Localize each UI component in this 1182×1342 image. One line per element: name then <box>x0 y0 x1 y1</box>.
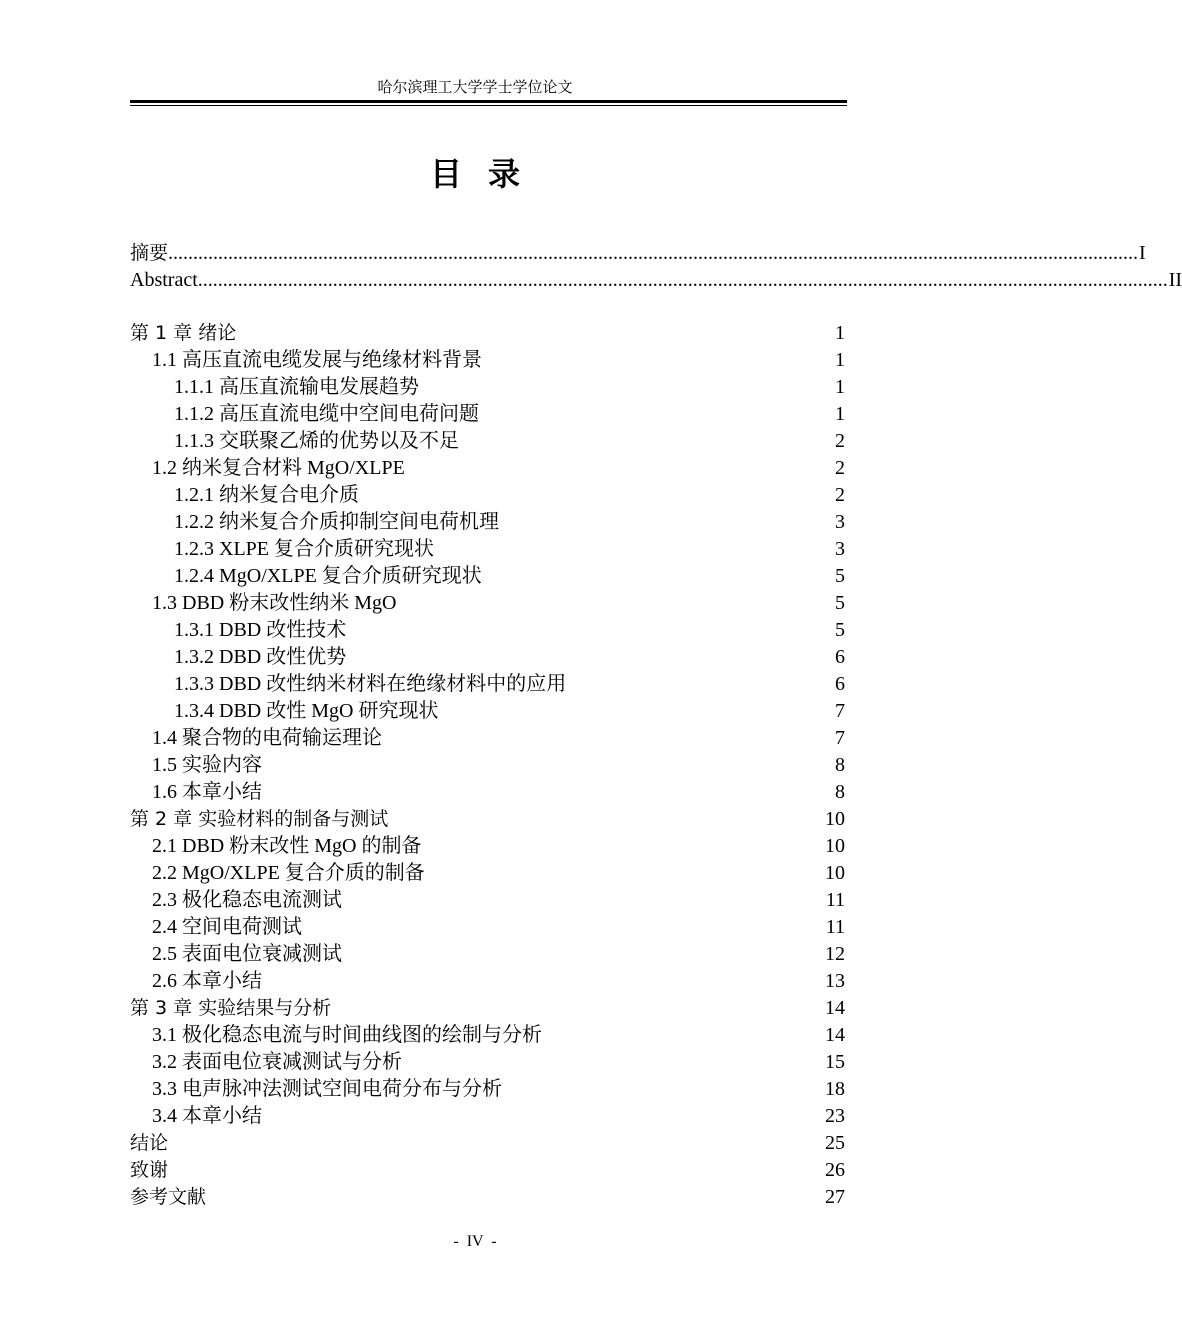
toc-entry-label: 3.3 电声脉冲法测试空间电荷分布与分析 <box>152 1078 502 1100</box>
toc-entry-label: 1.3 DBD 粉末改性纳米 MgO <box>152 592 397 614</box>
header-rule-thick <box>130 100 847 103</box>
toc-entry[interactable] <box>130 644 847 671</box>
toc-entry-abstract-en[interactable] <box>130 267 1182 294</box>
toc-entry[interactable] <box>130 617 847 644</box>
toc-entry-label: 2.4 空间电荷测试 <box>152 916 302 938</box>
toc-entry-page: 8 <box>835 754 845 776</box>
toc-entry-label: 2.3 极化稳态电流测试 <box>152 889 342 911</box>
toc-entry[interactable] <box>130 482 847 509</box>
toc-entry-page: 13 <box>825 970 845 992</box>
toc-entry-page: 5 <box>835 592 845 614</box>
toc-entry-label: 3.1 极化稳态电流与时间曲线图的绘制与分析 <box>152 1024 542 1046</box>
toc-entry-list <box>130 320 847 1211</box>
toc-entry-page: 14 <box>825 997 845 1019</box>
toc-entry[interactable] <box>130 725 847 752</box>
toc-entry-abstract-cn[interactable] <box>130 240 1146 267</box>
toc-entry-page: 1 <box>835 403 845 425</box>
toc-entry-label: 1.3.2 DBD 改性优势 <box>174 646 347 668</box>
toc-entry-page: 8 <box>835 781 845 803</box>
toc-entry[interactable] <box>130 374 847 401</box>
toc-entry-label: 1.3.3 DBD 改性纳米材料在绝缘材料中的应用 <box>174 673 567 695</box>
toc-entry-page: 5 <box>835 565 845 587</box>
toc-entry-page: 1 <box>835 376 845 398</box>
toc-entry-label: 摘要 <box>130 242 169 264</box>
toc-entry[interactable] <box>130 1157 847 1184</box>
toc-entry-label: 3.2 表面电位衰减测试与分析 <box>152 1051 402 1073</box>
toc-entry-page: 2 <box>835 430 845 452</box>
toc-entry-page: 18 <box>825 1078 845 1100</box>
toc-entry[interactable] <box>130 806 847 833</box>
toc-entry-page: 10 <box>825 808 845 830</box>
toc-entry-label: 结论 <box>130 1132 169 1154</box>
toc-entry-page: 3 <box>835 538 845 560</box>
toc-entry-page: 7 <box>835 700 845 722</box>
toc-entry-page: 25 <box>825 1132 845 1154</box>
toc-entry-page: 27 <box>825 1186 845 1208</box>
toc-entry-page: 5 <box>835 619 845 641</box>
toc-entry[interactable] <box>130 1022 847 1049</box>
toc-entry-label: 2.6 本章小结 <box>152 970 262 992</box>
toc-entry-label: 第 3 章 实验结果与分析 <box>130 997 332 1019</box>
toc-entry-page: 14 <box>825 1024 845 1046</box>
toc-entry-label: 1.1.1 高压直流输电发展趋势 <box>174 376 419 398</box>
toc-entry-label: 3.4 本章小结 <box>152 1105 262 1127</box>
toc-entry-label: 1.1.2 高压直流电缆中空间电荷问题 <box>174 403 479 425</box>
toc-entry-label: 1.2.4 MgO/XLPE 复合介质研究现状 <box>174 565 482 587</box>
page-number: - IV - <box>453 1233 497 1250</box>
toc-entry[interactable] <box>130 509 847 536</box>
toc-entry[interactable] <box>130 671 847 698</box>
toc-entry-label: 1.5 实验内容 <box>152 754 262 776</box>
toc-entry-page: 12 <box>825 943 845 965</box>
toc-entry-label: 1.2.3 XLPE 复合介质研究现状 <box>174 538 434 560</box>
toc-entry-label: Abstract <box>130 269 198 291</box>
toc-entry-label: 参考文献 <box>130 1186 207 1208</box>
toc-entry-page: 1 <box>835 322 845 344</box>
toc-entry-page: 3 <box>835 511 845 533</box>
toc-entry[interactable] <box>130 1076 847 1103</box>
toc-entry-page: 15 <box>825 1051 845 1073</box>
toc-entry-label: 1.2.2 纳米复合介质抑制空间电荷机理 <box>174 511 499 533</box>
toc-entry-page: 2 <box>835 484 845 506</box>
toc-entry[interactable] <box>130 833 847 860</box>
toc-entry[interactable] <box>130 1130 847 1157</box>
toc-entry[interactable] <box>130 698 847 725</box>
toc-entry[interactable] <box>130 752 847 779</box>
toc-entry[interactable] <box>130 401 847 428</box>
toc-leader-dots: .................................................................................................................................................................................................. <box>197 269 1168 291</box>
toc-entry[interactable] <box>130 887 847 914</box>
toc-title: 目录 <box>429 155 546 193</box>
toc-entry-page: 26 <box>825 1159 845 1181</box>
toc-entry-label: 1.1 高压直流电缆发展与绝缘材料背景 <box>152 349 482 371</box>
toc-entry[interactable] <box>130 347 847 374</box>
toc-entry-label: 2.5 表面电位衰减测试 <box>152 943 342 965</box>
toc-entry[interactable] <box>130 536 847 563</box>
toc-entry[interactable] <box>130 1103 847 1130</box>
toc-entry[interactable] <box>130 455 847 482</box>
toc-entry[interactable] <box>130 320 847 347</box>
toc-entry[interactable] <box>130 779 847 806</box>
toc-entry-label: 1.4 聚合物的电荷输运理论 <box>152 727 382 749</box>
toc-entry[interactable] <box>130 563 847 590</box>
running-header: 哈尔滨理工大学学士学位论文 <box>377 80 573 96</box>
toc-entry-label: 1.2.1 纳米复合电介质 <box>174 484 359 506</box>
toc-entry-page: 23 <box>825 1105 845 1127</box>
toc-entry-label: 1.1.3 交联聚乙烯的优势以及不足 <box>174 430 459 452</box>
table-of-contents <box>130 240 1182 1211</box>
toc-leader-dots: .................................................................................................................................................................................................. <box>168 242 1139 264</box>
toc-entry-label: 1.3.4 DBD 改性 MgO 研究现状 <box>174 700 439 722</box>
toc-entry[interactable] <box>130 968 847 995</box>
toc-entry-label: 1.6 本章小结 <box>152 781 262 803</box>
toc-entry-label: 第 2 章 实验材料的制备与测试 <box>130 808 389 830</box>
toc-entry-page: 1 <box>835 349 845 371</box>
toc-entry[interactable] <box>130 941 847 968</box>
toc-entry[interactable] <box>130 590 847 617</box>
toc-entry[interactable] <box>130 1049 847 1076</box>
toc-entry-page: 6 <box>835 673 845 695</box>
toc-entry-label: 1.2 纳米复合材料 MgO/XLPE <box>152 457 405 479</box>
header-rule-thin <box>130 105 847 106</box>
toc-entry-page: 11 <box>825 916 845 938</box>
toc-entry-page: 2 <box>835 457 845 479</box>
toc-entry[interactable] <box>130 860 847 887</box>
toc-entry[interactable] <box>130 914 847 941</box>
toc-entry-label: 第 1 章 绪论 <box>130 322 237 344</box>
toc-entry-page: 10 <box>825 862 845 884</box>
toc-entry-page: I <box>1139 242 1146 264</box>
toc-entry-label: 1.3.1 DBD 改性技术 <box>174 619 347 641</box>
toc-entry-page: 10 <box>825 835 845 857</box>
toc-entry[interactable] <box>130 1184 847 1211</box>
toc-entry[interactable] <box>130 428 847 455</box>
toc-entry-label: 2.2 MgO/XLPE 复合介质的制备 <box>152 862 425 884</box>
toc-entry-page: 6 <box>835 646 845 668</box>
toc-entry-label: 致谢 <box>130 1159 169 1181</box>
toc-entry-label: 2.1 DBD 粉末改性 MgO 的制备 <box>152 835 422 857</box>
toc-entry-page: 7 <box>835 727 845 749</box>
toc-entry-page: 11 <box>825 889 845 911</box>
toc-entry[interactable] <box>130 995 847 1022</box>
toc-entry-page: II <box>1168 269 1182 291</box>
